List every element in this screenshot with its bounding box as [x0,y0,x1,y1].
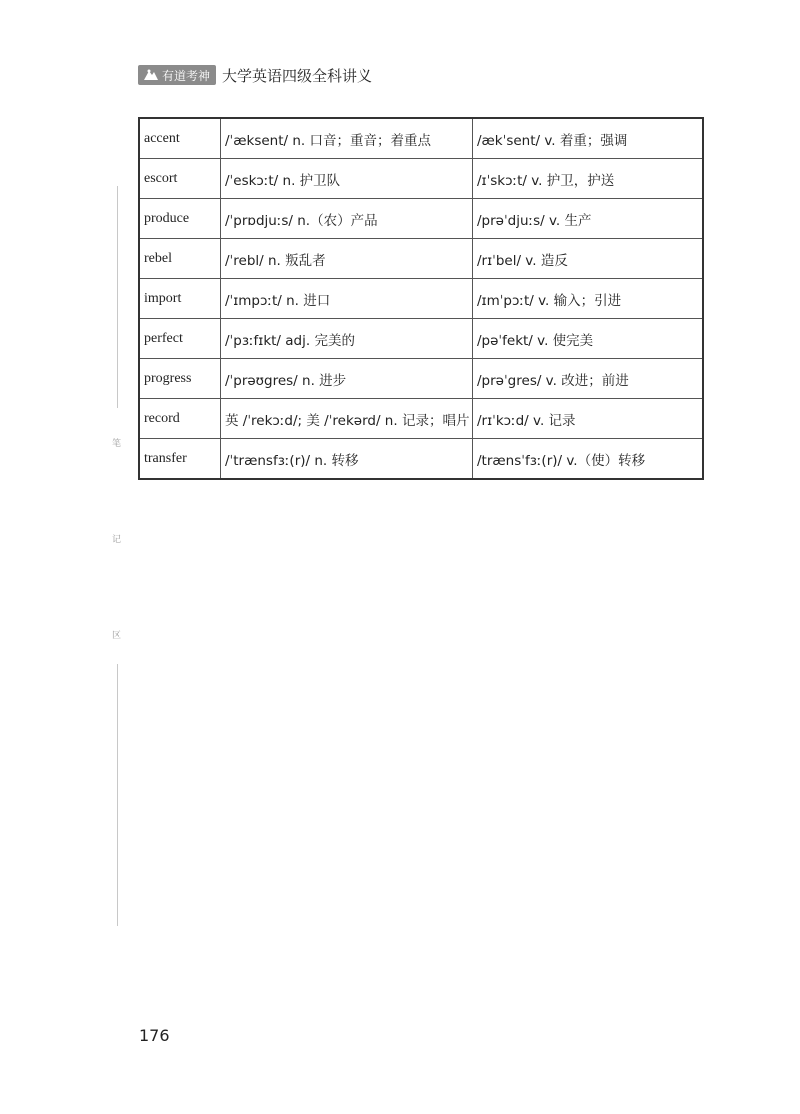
verb-form-cell: /ɪˈskɔːt/ v. 护卫，护送 [473,159,704,199]
word-cell: produce [139,199,221,239]
brand-badge-text: 有道考神 [162,68,211,83]
document-title: 大学英语四级全科讲义 [222,66,373,85]
table-row [139,159,703,199]
noun-form-cell: /ˈrebl/ n. 叛乱者 [221,239,473,279]
noun-form-cell: /ˈprɒdjuːs/ n.（农）产品 [221,199,473,239]
table-row [139,319,703,359]
word-cell: progress [139,359,221,399]
word-cell: perfect [139,319,221,359]
notes-margin-line-bottom [117,664,118,926]
noun-form-cell: /ˈprəʊgres/ n. 进步 [221,359,473,399]
notes-margin-line-top [117,186,118,408]
table-row [139,399,703,439]
noun-form-cell: /ˈeskɔːt/ n. 护卫队 [221,159,473,199]
verb-form-cell: /prəˈgres/ v. 改进；前进 [473,359,704,399]
verb-form-cell: /prəˈdjuːs/ v. 生产 [473,199,704,239]
word-cell: accent [139,118,221,159]
verb-form-cell: /ɪmˈpɔːt/ v. 输入；引进 [473,279,704,319]
brand-badge [138,65,216,85]
word-cell: import [139,279,221,319]
noun-form-cell: /ˈtrænsfɜː(r)/ n. 转移 [221,439,473,480]
notes-margin-char: 区 [112,631,122,641]
word-cell: rebel [139,239,221,279]
word-cell: record [139,399,221,439]
page-header [138,64,372,86]
notes-margin-char: 笔 [112,439,122,449]
page-number: 176 [139,1026,170,1045]
verb-form-cell: /trænsˈfɜː(r)/ v.（使）转移 [473,439,704,480]
word-cell: escort [139,159,221,199]
word-cell: transfer [139,439,221,480]
verb-form-cell: /rɪˈkɔːd/ v. 记录 [473,399,704,439]
notes-margin-char: 记 [112,535,122,545]
table-row [139,239,703,279]
noun-form-cell: 英 /ˈrekɔːd/; 美 /ˈrekərd/ n. 记录；唱片 [221,399,473,439]
vocabulary-table [138,117,704,480]
table-row [139,118,703,159]
brand-logo-icon [143,68,159,82]
noun-form-cell: /ˈæksent/ n. 口音；重音；着重点 [221,118,473,159]
table-row [139,439,703,480]
table-row [139,359,703,399]
table-row [139,279,703,319]
verb-form-cell: /ækˈsent/ v. 着重；强调 [473,118,704,159]
verb-form-cell: /pəˈfekt/ v. 使完美 [473,319,704,359]
table-row [139,199,703,239]
noun-form-cell: /ˈpɜːfɪkt/ adj. 完美的 [221,319,473,359]
noun-form-cell: /ˈɪmpɔːt/ n. 进口 [221,279,473,319]
verb-form-cell: /rɪˈbel/ v. 造反 [473,239,704,279]
